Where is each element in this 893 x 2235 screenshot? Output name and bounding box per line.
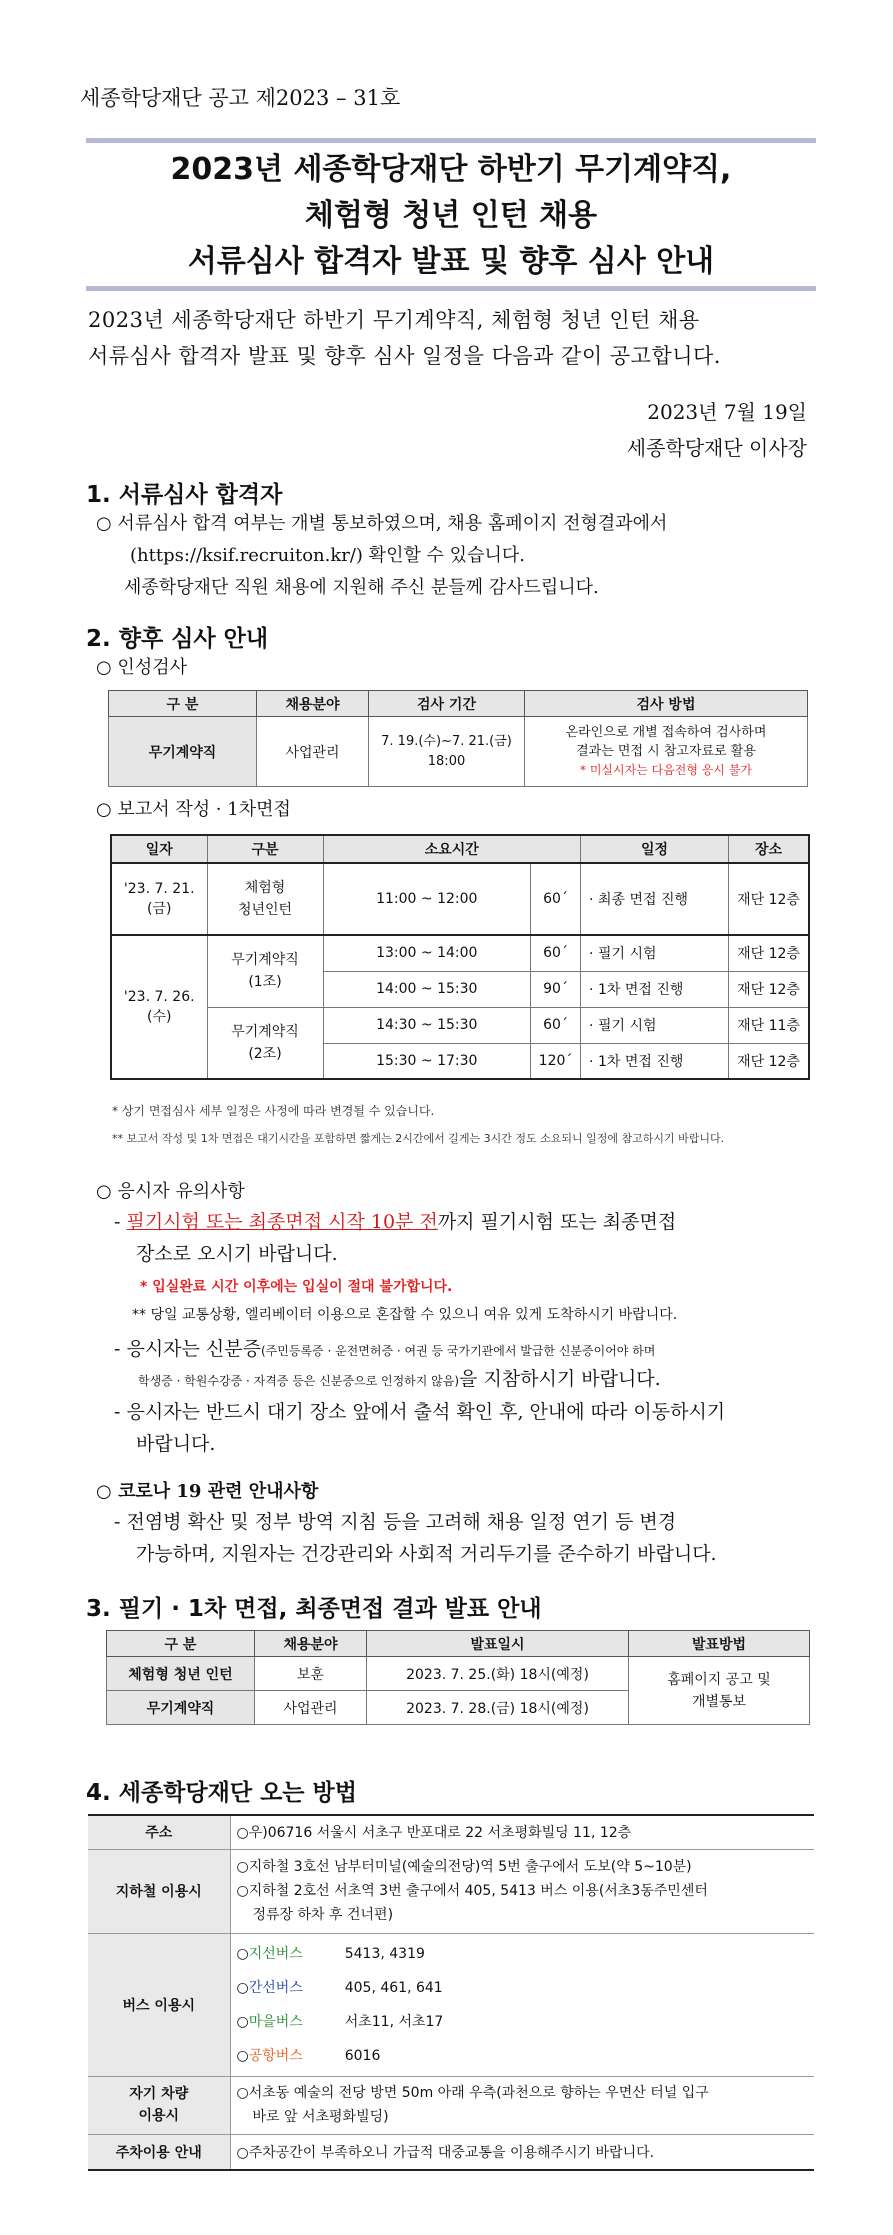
top-divider — [86, 138, 816, 143]
bus-type: 공항버스 — [248, 2047, 303, 2064]
covid-line-2: 가능하며, 지원자는 건강관리와 사회적 거리두기를 준수하기 바랍니다. — [136, 1543, 717, 1565]
address-label: 주소 — [88, 1815, 230, 1849]
bus-numbers: 6016 — [344, 2047, 381, 2064]
method-cell — [629, 1657, 810, 1725]
car-label-line-1: 자기 차량 — [129, 2086, 189, 2102]
bus-numbers: 서초11, 서초17 — [344, 2013, 444, 2030]
category-line: 청년인턴 — [237, 902, 293, 918]
col-header: 채용분야 — [257, 691, 369, 717]
table-row — [107, 1657, 810, 1691]
title-line-3: 서류심사 합격자 발표 및 향후 심사 안내 — [187, 244, 715, 279]
method-line-1: 온라인으로 개별 접속하여 검사하며 — [565, 725, 767, 740]
date-line: '23. 7. 21. — [123, 881, 195, 897]
dash: - — [114, 1211, 127, 1233]
col-header: 장소 — [754, 842, 783, 858]
date-cell: 2023. 7. 25.(화) 18시(예정) — [367, 1657, 629, 1691]
col-header: 구 분 — [109, 691, 257, 717]
bus-numbers: 405, 461, 641 — [344, 1979, 443, 1996]
car-line-2: 바로 앞 서초평화빌딩) — [252, 2109, 389, 2125]
bus-label: 버스 이용시 — [88, 1933, 230, 2076]
subway-line-3: 정류장 하차 후 건너편) — [252, 1907, 394, 1923]
section2-sub-interview: ○ 보고서 작성 · 1차면접 — [96, 799, 291, 820]
date-cell — [111, 863, 207, 935]
type-cell: 무기계약직 — [107, 1691, 255, 1725]
bus-row: ○간선버스 405, 461, 641 — [237, 1971, 809, 2005]
section1-line-1: ○ 서류심사 합격 여부는 개별 통보하였으며, 채용 홈페이지 전형결과에서 — [96, 513, 668, 534]
table-row — [111, 863, 809, 935]
field-cell: 사업관리 — [255, 1691, 367, 1725]
table-row — [88, 2134, 814, 2170]
method-note: * 미실시자는 다음전형 응시 불가 — [580, 763, 752, 777]
date-cell: 2023. 7. 28.(금) 18시(예정) — [367, 1691, 629, 1725]
table-row — [88, 1815, 814, 1849]
table-row — [88, 1933, 814, 2076]
minutes-cell: 120´ — [531, 1043, 581, 1079]
col-header: 발표일시 — [367, 1631, 629, 1657]
time-cell: 14:30 ~ 15:30 — [323, 1007, 531, 1043]
col-header: 일자 — [111, 835, 207, 863]
row-method — [525, 717, 808, 787]
bottom-divider — [86, 286, 816, 291]
place-cell: 재단 11층 — [737, 1018, 800, 1034]
plan-cell: · 1차 면접 진행 — [581, 1043, 729, 1079]
id-detail: (주민등록증 · 운전면허증 · 여권 등 국가기관에서 발급한 신분증이어야 하며 — [260, 1344, 656, 1358]
row-type: 무기계약직 — [109, 717, 257, 787]
col-header: 일정 — [581, 835, 729, 863]
subway-line-2: ○지하철 2호선 서초역 3번 출구에서 405, 5413 버스 이용(서초3동주민센터 — [236, 1883, 708, 1899]
caution-bullet-1 — [114, 1208, 676, 1236]
minutes-cell: 60´ — [531, 863, 581, 935]
caution-text: 까지 필기시험 또는 최종면접 — [437, 1211, 677, 1233]
bus-row: ○마을버스 서초11, 서초17 — [237, 2005, 809, 2039]
caution-bullet-3: - 응시자는 반드시 대기 장소 앞에서 출석 확인 후, 안내에 따라 이동하시기 — [114, 1401, 726, 1423]
category-line: 무기계약직 — [231, 1023, 299, 1040]
category-cell — [207, 935, 323, 1007]
period-line-1: 7. 19.(수)~7. 21.(금) — [381, 733, 512, 749]
time-cell: 11:00 ~ 12:00 — [323, 863, 531, 935]
parking-value: ○주차공간이 부족하오니 가급적 대중교통을 이용해주시기 바랍니다. — [236, 2144, 655, 2161]
id-text: - 응시자는 신분증 — [114, 1338, 261, 1360]
parking-label: 주차이용 안내 — [88, 2134, 230, 2170]
col-header: 검사 방법 — [525, 691, 808, 717]
table-row — [88, 2076, 814, 2134]
section2-sub-covid: ○ 코로나 19 관련 안내사항 — [96, 1481, 319, 1502]
plan-cell: · 최종 면접 진행 — [581, 863, 729, 935]
col-header: 소요시간 — [323, 835, 581, 863]
row-period — [369, 717, 525, 787]
caution-bullet-2 — [114, 1334, 814, 1366]
bus-value — [230, 1933, 814, 2076]
covid-line-1: - 전염병 확산 및 정부 방역 지침 등을 고려해 채용 일정 연기 등 변경 — [114, 1511, 677, 1533]
category-cell — [207, 1007, 323, 1079]
minutes-cell: 60´ — [531, 935, 581, 971]
row-field: 사업관리 — [257, 717, 369, 787]
date-day: (금) — [147, 901, 172, 917]
bus-type: 마을버스 — [248, 2013, 303, 2030]
intro-line-1: 2023년 세종학당재단 하반기 무기계약직, 체험형 청년 인턴 채용 — [88, 308, 700, 332]
category-line: (1조) — [248, 974, 282, 991]
section4-heading: 4. 세종학당재단 오는 방법 — [86, 1780, 357, 1806]
col-header: 검사 기간 — [369, 691, 525, 717]
directions-table — [88, 1814, 814, 2171]
section2-sub-caution: ○ 응시자 유의사항 — [96, 1181, 245, 1202]
caution-bullet-1-line-2: 장소로 오시기 바랍니다. — [136, 1243, 338, 1265]
bus-row: ○공항버스 6016 — [237, 2039, 809, 2073]
bus-numbers: 5413, 4319 — [344, 1945, 425, 1962]
car-line-1: ○서초동 예술의 전당 방면 50m 아래 우측(과천으로 향하는 우면산 터널 입구 — [236, 2085, 709, 2101]
date-day: (수) — [147, 1009, 172, 1025]
plan-cell: · 1차 면접 진행 — [581, 971, 729, 1007]
section2-sub-personality: ○ 인성검사 — [96, 657, 187, 678]
intro-line-2: 서류심사 합격자 발표 및 향후 심사 일정을 다음과 같이 공고합니다. — [88, 344, 721, 368]
plan-cell: · 필기 시험 — [581, 1007, 729, 1043]
section1-line-3: 세종학당재단 직원 채용에 지원해 주신 분들께 감사드립니다. — [124, 577, 599, 598]
personality-test-table — [108, 690, 808, 787]
time-cell: 15:30 ~ 17:30 — [323, 1043, 531, 1079]
section3-heading: 3. 필기 · 1차 면접, 최종면접 결과 발표 안내 — [86, 1596, 542, 1622]
category-line: (2조) — [248, 1045, 282, 1062]
col-header: 채용분야 — [255, 1631, 367, 1657]
address-value: ○우)06716 서울시 서초구 반포대로 22 서초평화빌딩 11, 12층 — [236, 1825, 632, 1842]
id-text-end: 을 지참하시기 바랍니다. — [459, 1368, 661, 1390]
notice-number: 세종학당재단 공고 제2023 – 31호 — [80, 86, 401, 110]
caution-bullet-3-line-2: 바랍니다. — [136, 1433, 216, 1455]
date-cell — [111, 935, 207, 1079]
place-cell: 재단 12층 — [737, 1053, 800, 1070]
subway-line-1: ○지하철 3호선 남부터미널(예술의전당)역 5번 출구에서 도보(약 5~10분) — [236, 1859, 692, 1875]
section2-heading: 2. 향후 심사 안내 — [86, 626, 269, 652]
place-cell: 재단 12층 — [737, 982, 800, 998]
time-cell: 14:00 ~ 15:30 — [323, 971, 531, 1007]
car-value — [230, 2076, 814, 2134]
col-header: 구 분 — [107, 1631, 255, 1657]
minutes-cell: 90´ — [531, 971, 581, 1007]
car-label — [88, 2076, 230, 2134]
field-cell: 보훈 — [255, 1657, 367, 1691]
type-cell: 체험형 청년 인턴 — [107, 1657, 255, 1691]
issuer: 세종학당재단 이사장 — [626, 436, 807, 460]
category-line: 체험형 — [244, 880, 286, 896]
time-cell: 13:00 ~ 14:00 — [323, 935, 531, 971]
results-table — [106, 1630, 810, 1725]
table-row — [111, 935, 809, 971]
caution-highlight: 필기시험 또는 최종면접 시작 10분 전 — [126, 1211, 438, 1233]
caution-bullet-2-line-2 — [138, 1364, 661, 1396]
section1-heading: 1. 서류심사 합격자 — [86, 482, 283, 508]
schedule-note-2: ** 보고서 작성 및 1차 면접은 대기시간을 포함하면 짧게는 2시간에서 길게는 3시간 정도 소요되니 일정에 참고하시기 바랍니다. — [112, 1132, 725, 1145]
plan-cell: · 필기 시험 — [581, 935, 729, 971]
section1-line-2: (https://ksif.recruiton.kr/) 확인할 수 있습니다. — [130, 545, 525, 566]
period-line-2: 18:00 — [427, 753, 466, 769]
title-line-2: 체험형 청년 인턴 채용 — [304, 198, 598, 233]
method-line-2: 개별통보 — [691, 1693, 747, 1710]
title-line-1: 2023년 세종학당재단 하반기 무기계약직, — [170, 152, 732, 187]
table-row — [111, 1007, 809, 1043]
category-line: 무기계약직 — [231, 952, 299, 969]
caution-note-1: * 입실완료 시간 이후에는 입실이 절대 불가합니다. — [140, 1279, 453, 1295]
car-label-line-2: 이용시 — [138, 2108, 180, 2124]
bus-row: ○지선버스 5413, 4319 — [237, 1937, 809, 1971]
method-line-2: 결과는 면접 시 참고자료로 활용 — [576, 744, 756, 759]
table-row — [88, 1849, 814, 1933]
notice-date: 2023년 7월 19일 — [647, 400, 807, 424]
method-line-1: 홈페이지 공고 및 — [667, 1671, 771, 1688]
col-header: 구분 — [207, 835, 323, 863]
category-cell — [207, 863, 323, 935]
id-detail-2: 학생증 · 학원수강증 · 자격증 등은 신분증으로 인정하지 않음) — [138, 1374, 460, 1388]
interview-schedule-table — [110, 834, 810, 1080]
bus-type: 지선버스 — [248, 1945, 303, 1962]
date-line: '23. 7. 26. — [123, 989, 195, 1005]
subway-value — [230, 1849, 814, 1933]
place-cell: 재단 12층 — [737, 892, 800, 908]
bus-type: 간선버스 — [248, 1979, 303, 1996]
subway-label: 지하철 이용시 — [88, 1849, 230, 1933]
place-cell: 재단 12층 — [737, 946, 800, 963]
col-header: 발표방법 — [629, 1631, 810, 1657]
caution-note-2: ** 당일 교통상황, 엘리베이터 이용으로 혼잡할 수 있으니 여유 있게 도착하시기 바랍니다. — [132, 1307, 678, 1323]
schedule-note-1: * 상기 면접심사 세부 일정은 사정에 따라 변경될 수 있습니다. — [112, 1104, 435, 1118]
minutes-cell: 60´ — [531, 1007, 581, 1043]
